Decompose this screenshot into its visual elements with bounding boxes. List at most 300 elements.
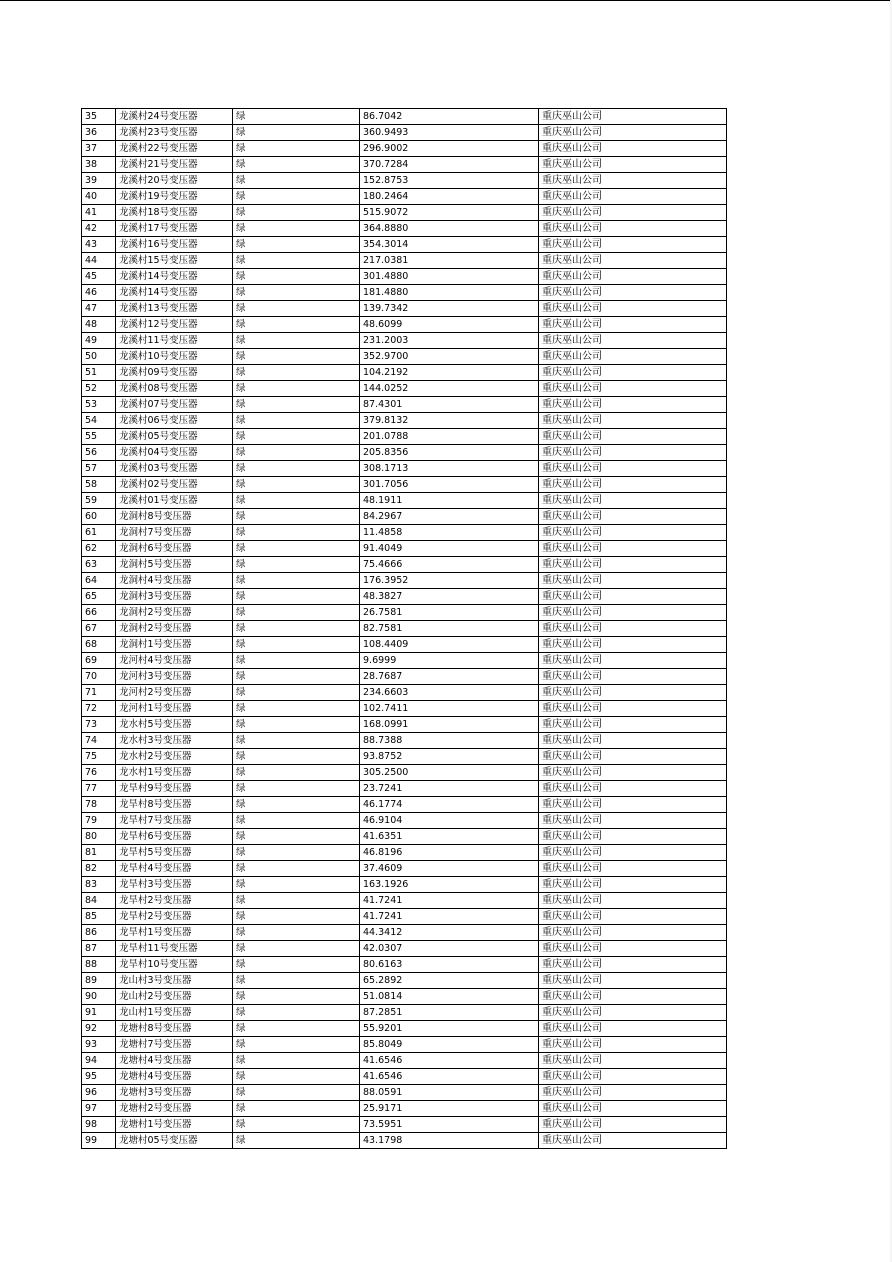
status-color-cell: 绿 — [233, 717, 360, 733]
table-row — [82, 237, 727, 253]
table-row — [82, 621, 727, 637]
value-cell: 301.4880 — [360, 269, 539, 285]
company-cell: 重庆巫山公司 — [539, 285, 727, 301]
value-cell: 46.9104 — [360, 813, 539, 829]
company-cell: 重庆巫山公司 — [539, 477, 727, 493]
status-color-cell: 绿 — [233, 653, 360, 669]
company-cell: 重庆巫山公司 — [539, 381, 727, 397]
value-cell: 354.3014 — [360, 237, 539, 253]
table-row — [82, 893, 727, 909]
status-color-cell: 绿 — [233, 733, 360, 749]
value-cell: 41.7241 — [360, 909, 539, 925]
status-color-cell: 绿 — [233, 445, 360, 461]
status-color-cell: 绿 — [233, 973, 360, 989]
company-cell: 重庆巫山公司 — [539, 445, 727, 461]
page-top-border — [0, 0, 892, 1]
value-cell: 364.8880 — [360, 221, 539, 237]
transformer-name-cell: 龙溪村02号变压器 — [116, 477, 233, 493]
value-cell: 41.6546 — [360, 1069, 539, 1085]
status-color-cell: 绿 — [233, 365, 360, 381]
table-row — [82, 1117, 727, 1133]
table-body — [82, 109, 727, 1149]
transformer-name-cell: 龙溪村04号变压器 — [116, 445, 233, 461]
value-cell: 85.8049 — [360, 1037, 539, 1053]
value-cell: 37.4609 — [360, 861, 539, 877]
company-cell: 重庆巫山公司 — [539, 1117, 727, 1133]
row-number-cell: 38 — [82, 157, 116, 173]
status-color-cell: 绿 — [233, 685, 360, 701]
value-cell: 82.7581 — [360, 621, 539, 637]
status-color-cell: 绿 — [233, 1069, 360, 1085]
value-cell: 26.7581 — [360, 605, 539, 621]
transformer-name-cell: 龙河村3号变压器 — [116, 669, 233, 685]
table-row — [82, 557, 727, 573]
transformer-name-cell: 龙洞村4号变压器 — [116, 573, 233, 589]
value-cell: 84.2967 — [360, 509, 539, 525]
transformer-name-cell: 龙洞村1号变压器 — [116, 637, 233, 653]
value-cell: 41.7241 — [360, 893, 539, 909]
status-color-cell: 绿 — [233, 1053, 360, 1069]
status-color-cell: 绿 — [233, 1085, 360, 1101]
company-cell: 重庆巫山公司 — [539, 813, 727, 829]
status-color-cell: 绿 — [233, 381, 360, 397]
status-color-cell: 绿 — [233, 701, 360, 717]
transformer-name-cell: 龙溪村12号变压器 — [116, 317, 233, 333]
company-cell: 重庆巫山公司 — [539, 685, 727, 701]
row-number-cell: 82 — [82, 861, 116, 877]
status-color-cell: 绿 — [233, 157, 360, 173]
row-number-cell: 77 — [82, 781, 116, 797]
table-row — [82, 733, 727, 749]
table-row — [82, 157, 727, 173]
transformer-table — [81, 108, 727, 1149]
row-number-cell: 49 — [82, 333, 116, 349]
table-row — [82, 573, 727, 589]
value-cell: 102.7411 — [360, 701, 539, 717]
value-cell: 139.7342 — [360, 301, 539, 317]
transformer-name-cell: 龙旱村2号变压器 — [116, 909, 233, 925]
table-row — [82, 1053, 727, 1069]
row-number-cell: 63 — [82, 557, 116, 573]
value-cell: 305.2500 — [360, 765, 539, 781]
row-number-cell: 60 — [82, 509, 116, 525]
table-row — [82, 285, 727, 301]
table-row — [82, 221, 727, 237]
row-number-cell: 80 — [82, 829, 116, 845]
status-color-cell: 绿 — [233, 429, 360, 445]
table-row — [82, 797, 727, 813]
value-cell: 46.8196 — [360, 845, 539, 861]
company-cell: 重庆巫山公司 — [539, 1005, 727, 1021]
status-color-cell: 绿 — [233, 765, 360, 781]
status-color-cell: 绿 — [233, 493, 360, 509]
row-number-cell: 71 — [82, 685, 116, 701]
value-cell: 144.0252 — [360, 381, 539, 397]
status-color-cell: 绿 — [233, 349, 360, 365]
status-color-cell: 绿 — [233, 1133, 360, 1149]
row-number-cell: 47 — [82, 301, 116, 317]
transformer-name-cell: 龙塘村4号变压器 — [116, 1069, 233, 1085]
table-row — [82, 365, 727, 381]
transformer-name-cell: 龙塘村8号变压器 — [116, 1021, 233, 1037]
row-number-cell: 69 — [82, 653, 116, 669]
row-number-cell: 68 — [82, 637, 116, 653]
company-cell: 重庆巫山公司 — [539, 269, 727, 285]
value-cell: 352.9700 — [360, 349, 539, 365]
row-number-cell: 35 — [82, 109, 116, 125]
row-number-cell: 95 — [82, 1069, 116, 1085]
company-cell: 重庆巫山公司 — [539, 957, 727, 973]
transformer-name-cell: 龙洞村2号变压器 — [116, 621, 233, 637]
status-color-cell: 绿 — [233, 669, 360, 685]
table-row — [82, 765, 727, 781]
transformer-name-cell: 龙溪村09号变压器 — [116, 365, 233, 381]
status-color-cell: 绿 — [233, 621, 360, 637]
status-color-cell: 绿 — [233, 637, 360, 653]
row-number-cell: 40 — [82, 189, 116, 205]
status-color-cell: 绿 — [233, 221, 360, 237]
company-cell: 重庆巫山公司 — [539, 1133, 727, 1149]
status-color-cell: 绿 — [233, 173, 360, 189]
value-cell: 360.9493 — [360, 125, 539, 141]
table-row — [82, 461, 727, 477]
value-cell: 86.7042 — [360, 109, 539, 125]
table-row — [82, 717, 727, 733]
status-color-cell: 绿 — [233, 797, 360, 813]
transformer-name-cell: 龙旱村3号变压器 — [116, 877, 233, 893]
value-cell: 55.9201 — [360, 1021, 539, 1037]
row-number-cell: 90 — [82, 989, 116, 1005]
row-number-cell: 59 — [82, 493, 116, 509]
company-cell: 重庆巫山公司 — [539, 525, 727, 541]
value-cell: 48.3827 — [360, 589, 539, 605]
table-row — [82, 509, 727, 525]
status-color-cell: 绿 — [233, 1101, 360, 1117]
company-cell: 重庆巫山公司 — [539, 493, 727, 509]
value-cell: 87.4301 — [360, 397, 539, 413]
value-cell: 370.7284 — [360, 157, 539, 173]
transformer-name-cell: 龙溪村03号变压器 — [116, 461, 233, 477]
value-cell: 87.2851 — [360, 1005, 539, 1021]
status-color-cell: 绿 — [233, 413, 360, 429]
value-cell: 46.1774 — [360, 797, 539, 813]
row-number-cell: 44 — [82, 253, 116, 269]
company-cell: 重庆巫山公司 — [539, 749, 727, 765]
row-number-cell: 79 — [82, 813, 116, 829]
row-number-cell: 78 — [82, 797, 116, 813]
transformer-name-cell: 龙河村4号变压器 — [116, 653, 233, 669]
transformer-name-cell: 龙旱村5号变压器 — [116, 845, 233, 861]
transformer-name-cell: 龙水村1号变压器 — [116, 765, 233, 781]
status-color-cell: 绿 — [233, 141, 360, 157]
value-cell: 25.9171 — [360, 1101, 539, 1117]
transformer-name-cell: 龙溪村20号变压器 — [116, 173, 233, 189]
row-number-cell: 41 — [82, 205, 116, 221]
row-number-cell: 48 — [82, 317, 116, 333]
row-number-cell: 66 — [82, 605, 116, 621]
transformer-name-cell: 龙塘村7号变压器 — [116, 1037, 233, 1053]
row-number-cell: 85 — [82, 909, 116, 925]
company-cell: 重庆巫山公司 — [539, 941, 727, 957]
transformer-name-cell: 龙洞村5号变压器 — [116, 557, 233, 573]
value-cell: 104.2192 — [360, 365, 539, 381]
transformer-name-cell: 龙山村2号变压器 — [116, 989, 233, 1005]
table-row — [82, 205, 727, 221]
company-cell: 重庆巫山公司 — [539, 509, 727, 525]
table-row — [82, 637, 727, 653]
row-number-cell: 76 — [82, 765, 116, 781]
table-row — [82, 845, 727, 861]
status-color-cell: 绿 — [233, 189, 360, 205]
status-color-cell: 绿 — [233, 317, 360, 333]
company-cell: 重庆巫山公司 — [539, 861, 727, 877]
transformer-name-cell: 龙溪村23号变压器 — [116, 125, 233, 141]
table-row — [82, 781, 727, 797]
value-cell: 73.5951 — [360, 1117, 539, 1133]
row-number-cell: 67 — [82, 621, 116, 637]
table-row — [82, 493, 727, 509]
company-cell: 重庆巫山公司 — [539, 669, 727, 685]
value-cell: 41.6546 — [360, 1053, 539, 1069]
row-number-cell: 58 — [82, 477, 116, 493]
company-cell: 重庆巫山公司 — [539, 397, 727, 413]
status-color-cell: 绿 — [233, 829, 360, 845]
company-cell: 重庆巫山公司 — [539, 1085, 727, 1101]
company-cell: 重庆巫山公司 — [539, 637, 727, 653]
table-row — [82, 413, 727, 429]
row-number-cell: 52 — [82, 381, 116, 397]
row-number-cell: 98 — [82, 1117, 116, 1133]
transformer-name-cell: 龙溪村18号变压器 — [116, 205, 233, 221]
value-cell: 65.2892 — [360, 973, 539, 989]
transformer-name-cell: 龙洞村7号变压器 — [116, 525, 233, 541]
table-row — [82, 109, 727, 125]
status-color-cell: 绿 — [233, 749, 360, 765]
row-number-cell: 75 — [82, 749, 116, 765]
transformer-name-cell: 龙塘村3号变压器 — [116, 1085, 233, 1101]
status-color-cell: 绿 — [233, 909, 360, 925]
table-row — [82, 125, 727, 141]
status-color-cell: 绿 — [233, 525, 360, 541]
value-cell: 379.8132 — [360, 413, 539, 429]
table-row — [82, 477, 727, 493]
company-cell: 重庆巫山公司 — [539, 365, 727, 381]
company-cell: 重庆巫山公司 — [539, 845, 727, 861]
value-cell: 180.2464 — [360, 189, 539, 205]
transformer-name-cell: 龙水村5号变压器 — [116, 717, 233, 733]
transformer-name-cell: 龙水村3号变压器 — [116, 733, 233, 749]
table-row — [82, 445, 727, 461]
row-number-cell: 64 — [82, 573, 116, 589]
transformer-name-cell: 龙溪村14号变压器 — [116, 285, 233, 301]
company-cell: 重庆巫山公司 — [539, 333, 727, 349]
company-cell: 重庆巫山公司 — [539, 925, 727, 941]
status-color-cell: 绿 — [233, 861, 360, 877]
company-cell: 重庆巫山公司 — [539, 317, 727, 333]
table-row — [82, 541, 727, 557]
transformer-name-cell: 龙洞村6号变压器 — [116, 541, 233, 557]
status-color-cell: 绿 — [233, 989, 360, 1005]
value-cell: 296.9002 — [360, 141, 539, 157]
table-row — [82, 813, 727, 829]
company-cell: 重庆巫山公司 — [539, 701, 727, 717]
row-number-cell: 37 — [82, 141, 116, 157]
value-cell: 48.1911 — [360, 493, 539, 509]
transformer-name-cell: 龙溪村05号变压器 — [116, 429, 233, 445]
status-color-cell: 绿 — [233, 1021, 360, 1037]
company-cell: 重庆巫山公司 — [539, 589, 727, 605]
transformer-name-cell: 龙旱村7号变压器 — [116, 813, 233, 829]
row-number-cell: 54 — [82, 413, 116, 429]
company-cell: 重庆巫山公司 — [539, 573, 727, 589]
status-color-cell: 绿 — [233, 205, 360, 221]
row-number-cell: 94 — [82, 1053, 116, 1069]
company-cell: 重庆巫山公司 — [539, 253, 727, 269]
status-color-cell: 绿 — [233, 509, 360, 525]
company-cell: 重庆巫山公司 — [539, 157, 727, 173]
company-cell: 重庆巫山公司 — [539, 605, 727, 621]
transformer-name-cell: 龙旱村4号变压器 — [116, 861, 233, 877]
company-cell: 重庆巫山公司 — [539, 893, 727, 909]
table-row — [82, 957, 727, 973]
company-cell: 重庆巫山公司 — [539, 221, 727, 237]
table-row — [82, 269, 727, 285]
company-cell: 重庆巫山公司 — [539, 413, 727, 429]
transformer-name-cell: 龙塘村05号变压器 — [116, 1133, 233, 1149]
table-row — [82, 429, 727, 445]
transformer-name-cell: 龙旱村6号变压器 — [116, 829, 233, 845]
status-color-cell: 绿 — [233, 941, 360, 957]
company-cell: 重庆巫山公司 — [539, 237, 727, 253]
value-cell: 308.1713 — [360, 461, 539, 477]
row-number-cell: 74 — [82, 733, 116, 749]
row-number-cell: 86 — [82, 925, 116, 941]
status-color-cell: 绿 — [233, 397, 360, 413]
value-cell: 28.7687 — [360, 669, 539, 685]
value-cell: 301.7056 — [360, 477, 539, 493]
status-color-cell: 绿 — [233, 573, 360, 589]
transformer-name-cell: 龙河村1号变压器 — [116, 701, 233, 717]
row-number-cell: 56 — [82, 445, 116, 461]
transformer-name-cell: 龙溪村11号变压器 — [116, 333, 233, 349]
transformer-name-cell: 龙溪村17号变压器 — [116, 221, 233, 237]
value-cell: 201.0788 — [360, 429, 539, 445]
value-cell: 231.2003 — [360, 333, 539, 349]
value-cell: 168.0991 — [360, 717, 539, 733]
company-cell: 重庆巫山公司 — [539, 1053, 727, 1069]
row-number-cell: 57 — [82, 461, 116, 477]
table-row — [82, 1101, 727, 1117]
status-color-cell: 绿 — [233, 1005, 360, 1021]
transformer-name-cell: 龙旱村2号变压器 — [116, 893, 233, 909]
row-number-cell: 51 — [82, 365, 116, 381]
row-number-cell: 65 — [82, 589, 116, 605]
table-row — [82, 253, 727, 269]
company-cell: 重庆巫山公司 — [539, 765, 727, 781]
company-cell: 重庆巫山公司 — [539, 909, 727, 925]
transformer-name-cell: 龙塘村2号变压器 — [116, 1101, 233, 1117]
transformer-name-cell: 龙溪村21号变压器 — [116, 157, 233, 173]
status-color-cell: 绿 — [233, 269, 360, 285]
table-row — [82, 605, 727, 621]
row-number-cell: 89 — [82, 973, 116, 989]
row-number-cell: 87 — [82, 941, 116, 957]
transformer-name-cell: 龙旱村8号变压器 — [116, 797, 233, 813]
transformer-name-cell: 龙溪村22号变压器 — [116, 141, 233, 157]
company-cell: 重庆巫山公司 — [539, 557, 727, 573]
row-number-cell: 61 — [82, 525, 116, 541]
table-row — [82, 941, 727, 957]
value-cell: 91.4049 — [360, 541, 539, 557]
value-cell: 11.4858 — [360, 525, 539, 541]
value-cell: 205.8356 — [360, 445, 539, 461]
transformer-name-cell: 龙山村1号变压器 — [116, 1005, 233, 1021]
table-row — [82, 1021, 727, 1037]
table-row — [82, 589, 727, 605]
row-number-cell: 73 — [82, 717, 116, 733]
value-cell: 152.8753 — [360, 173, 539, 189]
status-color-cell: 绿 — [233, 109, 360, 125]
transformer-name-cell: 龙塘村1号变压器 — [116, 1117, 233, 1133]
row-number-cell: 91 — [82, 1005, 116, 1021]
company-cell: 重庆巫山公司 — [539, 973, 727, 989]
status-color-cell: 绿 — [233, 333, 360, 349]
table-row — [82, 829, 727, 845]
transformer-name-cell: 龙溪村10号变压器 — [116, 349, 233, 365]
status-color-cell: 绿 — [233, 237, 360, 253]
table-row — [82, 1133, 727, 1149]
table-row — [82, 669, 727, 685]
status-color-cell: 绿 — [233, 589, 360, 605]
table-row — [82, 173, 727, 189]
company-cell: 重庆巫山公司 — [539, 541, 727, 557]
transformer-name-cell: 龙溪村14号变压器 — [116, 269, 233, 285]
company-cell: 重庆巫山公司 — [539, 733, 727, 749]
transformer-name-cell: 龙溪村24号变压器 — [116, 109, 233, 125]
company-cell: 重庆巫山公司 — [539, 461, 727, 477]
status-color-cell: 绿 — [233, 253, 360, 269]
value-cell: 108.4409 — [360, 637, 539, 653]
value-cell: 88.7388 — [360, 733, 539, 749]
table-row — [82, 909, 727, 925]
table-row — [82, 861, 727, 877]
status-color-cell: 绿 — [233, 557, 360, 573]
value-cell: 51.0814 — [360, 989, 539, 1005]
transformer-name-cell: 龙河村2号变压器 — [116, 685, 233, 701]
row-number-cell: 70 — [82, 669, 116, 685]
table-row — [82, 925, 727, 941]
table-row — [82, 1037, 727, 1053]
transformer-name-cell: 龙溪村16号变压器 — [116, 237, 233, 253]
status-color-cell: 绿 — [233, 957, 360, 973]
transformer-name-cell: 龙旱村1号变压器 — [116, 925, 233, 941]
value-cell: 234.6603 — [360, 685, 539, 701]
table-row — [82, 397, 727, 413]
status-color-cell: 绿 — [233, 877, 360, 893]
company-cell: 重庆巫山公司 — [539, 189, 727, 205]
row-number-cell: 83 — [82, 877, 116, 893]
transformer-name-cell: 龙溪村19号变压器 — [116, 189, 233, 205]
value-cell: 43.1798 — [360, 1133, 539, 1149]
status-color-cell: 绿 — [233, 461, 360, 477]
status-color-cell: 绿 — [233, 893, 360, 909]
transformer-name-cell: 龙溪村01号变压器 — [116, 493, 233, 509]
company-cell: 重庆巫山公司 — [539, 141, 727, 157]
row-number-cell: 93 — [82, 1037, 116, 1053]
status-color-cell: 绿 — [233, 1117, 360, 1133]
status-color-cell: 绿 — [233, 605, 360, 621]
table-row — [82, 381, 727, 397]
